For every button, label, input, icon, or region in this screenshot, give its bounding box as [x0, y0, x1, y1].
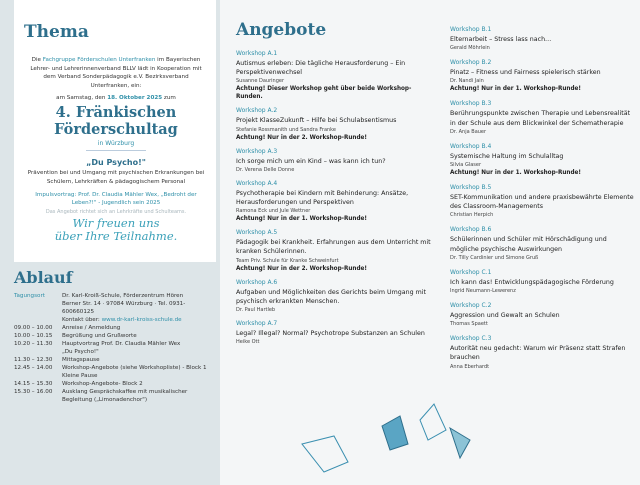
workshop-speaker: Thomas Spaett: [450, 321, 488, 328]
workshop-number: Workshop C.1: [450, 268, 492, 276]
workshop-number: Workshop C.2: [450, 302, 492, 310]
workshop-item: [236, 279, 434, 314]
schedule-row: [14, 372, 214, 380]
workshop-number: Workshop B.5: [450, 184, 492, 192]
schedule-time: 12.45 – 14.00: [14, 365, 53, 371]
workshop-title: Autorität neu gedacht: Warum wir Präsenz statt Strafen brauchen: [450, 345, 626, 362]
event-place: in Würzburg: [97, 140, 135, 148]
schedule-rows: [14, 324, 214, 404]
event-title: 4. Fränkischen Förderschultag: [54, 104, 178, 139]
workshop-speaker: Dr. Paul Hartleb: [236, 307, 276, 314]
schedule-row: [14, 332, 214, 340]
workshop-speaker: Dr. Anja Bauer: [450, 128, 487, 135]
workshop-round-note: Achtung! Nur in der 1. Workshop-Runde!: [450, 86, 582, 93]
workshop-speaker: Susanne Dauringer: [236, 78, 285, 85]
schedule-description: Kleine Pause: [62, 373, 98, 379]
workshop-speaker: Dr. Verena Delle Donne: [236, 166, 295, 173]
workshop-number: Workshop C.3: [450, 335, 492, 343]
workshop-title: Aufgaben und Möglichkeiten des Gerichts beim Umgang mit psychisch erkrankten Menschen.: [236, 288, 426, 305]
workshop-title: Aggression und Gewalt an Schulen: [450, 312, 560, 320]
workshop-speaker: Silvia Glaser: [450, 162, 482, 169]
workshop-number: Workshop A.2: [236, 107, 278, 115]
workshop-round-note: Achtung! Nur in der 1. Workshop-Runde!: [236, 216, 368, 223]
workshop-speaker: Gerald Möhrlein: [450, 45, 490, 52]
workshop-title: Elternarbeit – Stress lass nach…: [450, 36, 552, 43]
workshop-item: [450, 143, 634, 177]
workshop-speaker: Christian Herpich: [450, 212, 494, 219]
impulsvortrag: Impulsvortrag: Prof. Dr. Claudia Mähler Wex, „Bedroht der Leben?!" - Jugendlich sein 2025: [35, 191, 197, 207]
schedule-time: 09.00 – 10.00: [14, 325, 53, 331]
workshop-item: [236, 320, 434, 346]
workshop-speaker: Dr. Nandi Jain: [450, 78, 484, 85]
workshop-title: Legal? Illegal? Normal? Psychotrope Substanzen an Schulen: [236, 330, 425, 338]
workshop-number: Workshop B.1: [450, 26, 492, 33]
schedule-description: Workshop-Angebote (siehe Workshopliste) - Block 1: [62, 365, 207, 371]
workshop-item: [450, 100, 634, 135]
schedule-description: Anreise / Anmeldung: [62, 325, 121, 331]
workshop-number: Workshop A.4: [236, 179, 278, 187]
workshop-round-note: Achtung! Nur in der 2. Workshop-Runde!: [236, 265, 368, 272]
workshop-speaker: Team Priv. Schule für Kranke Schweinfurt: [236, 257, 339, 264]
angebote-heading: Angebote: [236, 20, 327, 40]
motto: „Du Psycho!": [86, 158, 146, 168]
workshop-title: Ich kann das! Entwicklungspädagogische Förderung: [450, 278, 614, 286]
schedule-time: [14, 396, 62, 404]
venue-details: Dr. Karl-Kroiß-Schule, Förderzentrum Hören Berner Str. 14 · 97084 Würzburg · Tel. 0931-600660125 Kontakt über: www.dr-karl-kroiss-schule.de: [62, 293, 186, 323]
workshop-title: Pädagogik bei Krankheit. Erfahrungen aus dem Unterricht mit kranken Schülerinnen.: [236, 239, 431, 256]
schedule-time: 15.30 – 16.00: [14, 389, 53, 395]
workshop-item: [236, 229, 434, 272]
workshop-number: Workshop B.3: [450, 100, 492, 108]
workshop-number: Workshop B.4: [450, 142, 492, 150]
schedule-description: Hauptvortrag Prof. Dr. Claudia Mähler Wex: [62, 341, 181, 347]
workshop-item: [450, 335, 634, 370]
audience-note: Das Angebot richtet sich an Lehrkräfte und Schulteams.: [45, 208, 187, 215]
workshop-title: Schülerinnen und Schüler mit Hörschädigung und mögliche psychische Auswirkungen: [450, 236, 607, 253]
thema-heading: Thema: [24, 22, 89, 42]
schedule-row: [14, 388, 214, 396]
schedule-description: Ausklang Gesprächskaffee mit musikalischer: [62, 389, 188, 395]
schedule-row: [14, 340, 214, 348]
schedule-time: [14, 348, 62, 356]
schedule-time: 14.15 – 15.30: [14, 381, 53, 387]
workshop-speaker: Dr. Tilly Cardinier und Simone Gruß: [450, 254, 539, 261]
schedule-time: 10.00 – 10.15: [14, 333, 53, 339]
workshop-round-note: Achtung! Nur in der 2. Workshop-Runde!: [236, 134, 368, 141]
schedule-description: „Du Psycho!": [62, 349, 99, 355]
workshop-speaker: Ramona Eck und Jule Wettner: [236, 208, 311, 215]
venue-website-link[interactable]: www.dr-karl-kroiss-schule.de: [101, 317, 182, 323]
workshop-title: Ich sorge mich um ein Kind – was kann ich tun?: [236, 157, 386, 165]
event-date: am Samstag, den 18. Oktober 2025 zum: [56, 95, 176, 102]
schedule-description: Begrüßung und Grußworte: [62, 333, 137, 339]
workshop-number: Workshop B.6: [450, 226, 492, 234]
closing-script-line2: über Ihre Teilnahme.: [54, 228, 178, 243]
workshop-list-a: [236, 50, 434, 346]
workshop-speaker: Heike Ott: [236, 339, 260, 346]
schedule-row: [14, 356, 214, 364]
thema-card: [14, 0, 216, 262]
schedule-row: [14, 348, 214, 356]
thema-intro: Die Fachgruppe Förderschulen Unterfranken im Bayerischen Lehrer- und Lehrerinnenverband BLLV lädt in Kooperation mit dem Verband Sonderpädagogik e.V. Bezirksverband Unterfranken, ein:: [30, 57, 202, 89]
workshop-title: Systemische Haltung im Schulalltag: [450, 152, 564, 160]
workshop-number: Workshop A.5: [236, 229, 278, 237]
workshop-item: [450, 269, 634, 295]
schedule-row: [14, 324, 214, 332]
paper-shapes-decoration: [300, 400, 500, 480]
workshop-title: Autismus erleben: Die tägliche Herausforderung – Ein Perspektivenwechsel: [236, 60, 406, 77]
divider: [86, 150, 146, 151]
schedule-time: [14, 372, 62, 380]
workshop-item: [236, 180, 434, 223]
workshop-number: Workshop A.6: [236, 278, 278, 286]
schedule-time: 11.30 – 12.30: [14, 357, 53, 363]
schedule-row: [14, 396, 214, 404]
schedule-row: [14, 380, 214, 388]
workshop-number: Workshop B.2: [450, 59, 492, 67]
workshop-speaker: Ingrid Neumann-Lewerenz: [450, 288, 516, 295]
workshop-item: [236, 107, 434, 141]
fachgruppe-name: Fachgruppe Förderschulen Unterfranken: [42, 57, 156, 63]
workshop-item: [450, 226, 634, 261]
workshop-title: Pinatz – Fitness und Fairness spielerisch stärken: [450, 69, 601, 77]
workshop-item: [236, 50, 434, 101]
workshop-item: [450, 26, 634, 52]
schedule-time: 10.20 – 11.30: [14, 341, 53, 347]
ablauf-heading: Ablauf: [14, 268, 73, 287]
workshop-number: Workshop A.1: [236, 50, 278, 57]
left-column: [0, 0, 220, 485]
venue-label: Tagungsort: [14, 293, 45, 299]
workshop-number: Workshop A.7: [236, 320, 278, 328]
workshop-title: SET-Kommunikation und andere praxisbewährte Elemente des Classroom-Managements: [450, 194, 634, 211]
workshop-speaker: Anna Eberhardt: [450, 363, 490, 370]
schedule: [14, 292, 214, 404]
schedule-venue-row: [14, 292, 214, 324]
workshop-title: Berührungspunkte zwischen Therapie und Lebensrealität in der Schule aus dem Blickwinkel der Schematherapie: [450, 110, 631, 127]
motto-subtitle: Prävention bei und Umgang mit psychischen Erkrankungen bei Schülern, Lehrkräften & pädagogischem Personal: [27, 170, 205, 185]
workshop-number: Workshop A.3: [236, 147, 278, 155]
workshop-item: [450, 302, 634, 328]
workshop-speaker: Stefanie Rossmanith und Sandra Franke: [236, 126, 336, 133]
workshop-item: [450, 184, 634, 219]
schedule-description: Begleitung („Limonadenchor"): [62, 397, 148, 403]
workshop-title: Projekt KlasseZukunft – Hilfe bei Schulabsentismus: [236, 117, 397, 125]
workshop-title: Psychotherapie bei Kindern mit Behinderung: Ansätze, Herausforderungen und Perspektiven: [236, 189, 409, 207]
schedule-description: Mittagspause: [62, 357, 100, 363]
workshop-item: [236, 148, 434, 174]
schedule-row: [14, 364, 214, 372]
workshop-round-note: Achtung! Nur in der 1. Workshop-Runde!: [450, 170, 582, 177]
closing-script-line1: Wir freuen uns: [72, 215, 160, 230]
schedule-description: Workshop-Angebote- Block 2: [62, 381, 143, 387]
workshop-list-bc: [450, 26, 634, 371]
workshop-item: [450, 59, 634, 93]
workshop-round-note: Achtung! Dieser Workshop geht über beide Workshop-Runden.: [236, 86, 412, 101]
